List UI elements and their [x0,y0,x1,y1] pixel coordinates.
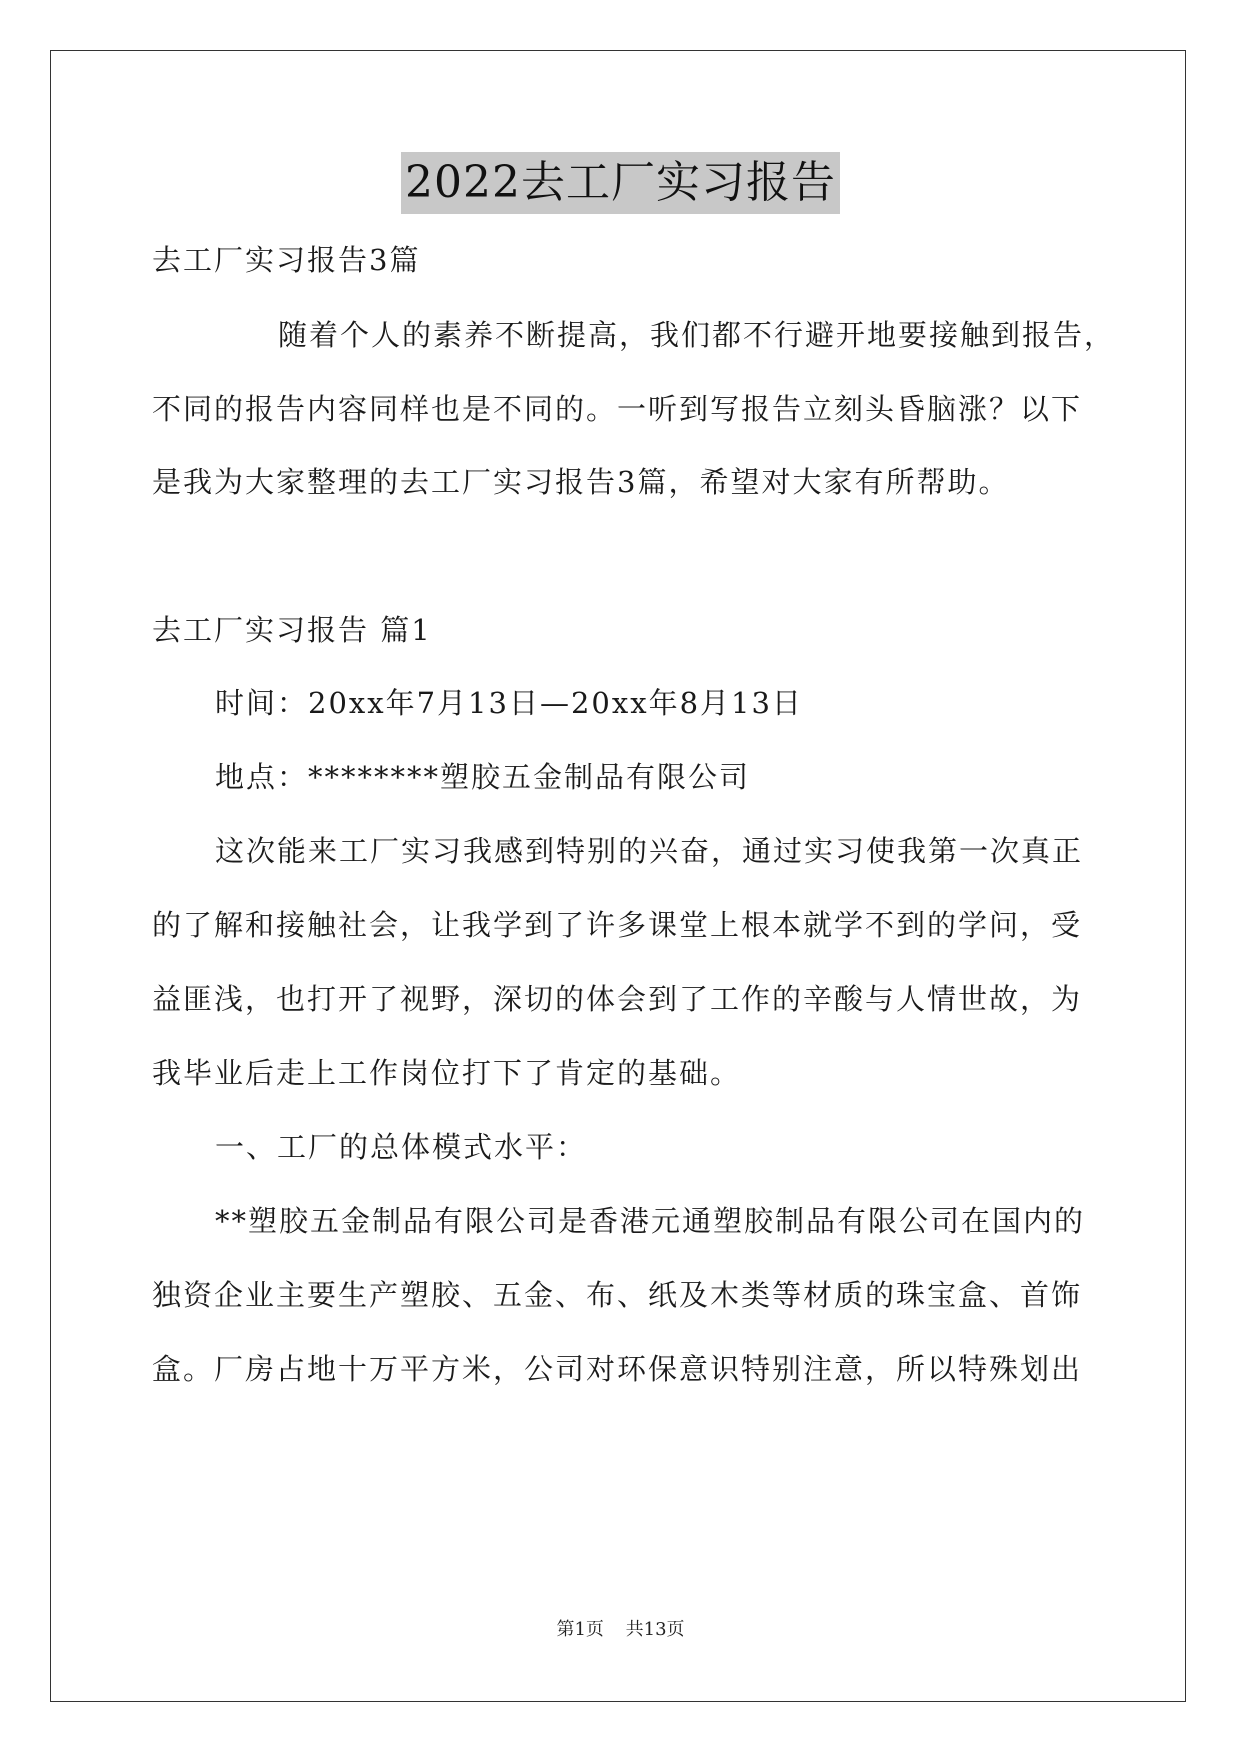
page-footer [0,1618,1241,1642]
page-number: 第1页 [556,1619,604,1640]
paragraph-line-3: 益匪浅，也打开了视野，深切的体会到了工作的辛酸与人情世故，为 [152,982,1083,1016]
paragraph-line-4: 我毕业后走上工作岗位打下了肯定的基础。 [152,1056,742,1090]
title-container [0,152,1241,214]
intro-line-3: 是我为大家整理的去工厂实习报告3篇，希望对大家有所帮助。 [152,465,1010,499]
page-border [50,50,1186,1702]
paragraph-line-2: 的了解和接触社会，让我学到了许多课堂上根本就学不到的学问，受 [152,908,1083,942]
time-line: 时间：20xx年7月13日—20xx年8月13日 [215,686,803,720]
location-line: 地点：********塑胶五金制品有限公司 [215,760,751,794]
document-title: 2022去工厂实习报告 [401,152,840,214]
company-line-1: **塑胶五金制品有限公司是香港元通塑胶制品有限公司在国内的 [215,1204,1086,1238]
company-line-2: 独资企业主要生产塑胶、五金、布、纸及木类等材质的珠宝盒、首饰 [152,1278,1083,1312]
subtitle-line: 去工厂实习报告3篇 [152,243,421,277]
intro-line-1: 随着个人的素养不断提高，我们都不行避开地要接触到报告， [278,318,1116,352]
subsection-heading: 一、工厂的总体模式水平： [215,1130,588,1164]
paragraph-line-1: 这次能来工厂实习我感到特别的兴奋，通过实习使我第一次真正 [215,834,1084,868]
intro-line-2: 不同的报告内容同样也是不同的。一听到写报告立刻头昏脑涨？以下 [152,392,1083,426]
page-total: 共13页 [625,1619,685,1640]
company-line-3: 盒。厂房占地十万平方米，公司对环保意识特别注意，所以特殊划出 [152,1352,1083,1386]
section-heading: 去工厂实习报告 篇1 [152,613,432,647]
